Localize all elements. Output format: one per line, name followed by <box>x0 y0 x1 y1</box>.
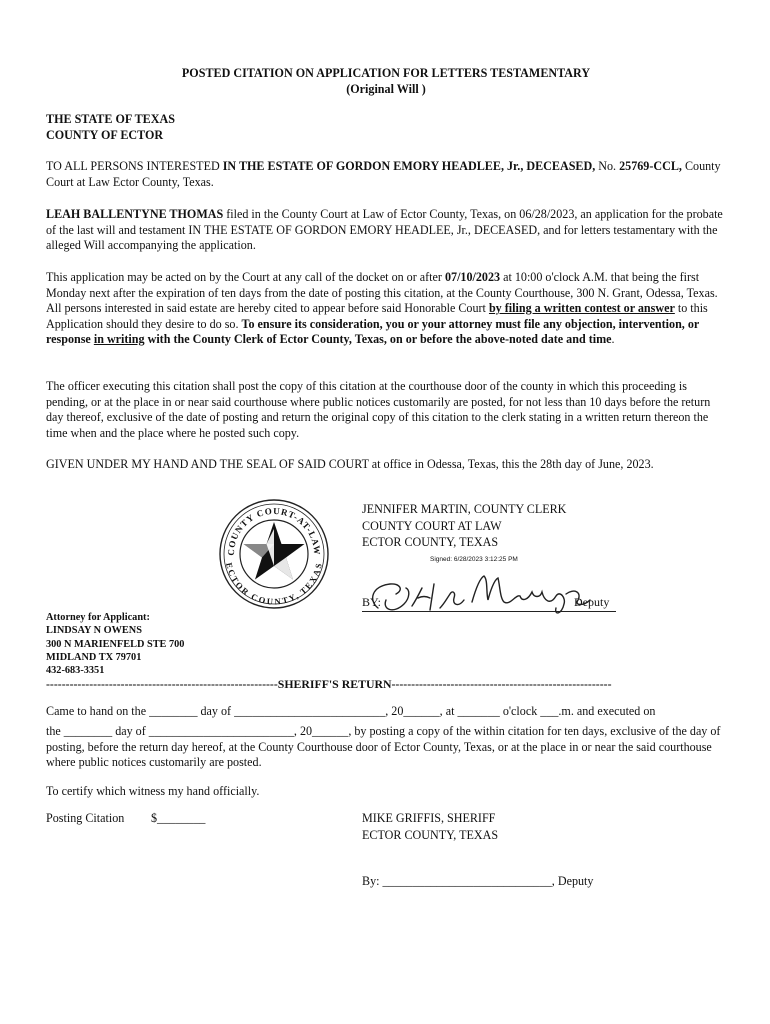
title-line-1: POSTED CITATION ON APPLICATION FOR LETTERS TESTAMENTARY <box>181 66 591 80</box>
attorney-address-2: MIDLAND TX 79701 <box>46 651 142 663</box>
sheriff-block <box>362 810 498 843</box>
intro-paragraph <box>46 159 726 190</box>
document-title <box>46 66 726 97</box>
applicant-text: filed in the County Court at Law of Ector County, Texas, on 06/28/2023, an application for the probate of the last will and testament IN THE ESTATE OF GORDON EMORY HEADLEE, Jr., DECEASED, and for letters testamentary with the alleged Will accompanying the application. <box>46 207 723 253</box>
venue-block <box>46 112 726 143</box>
intro-estate: IN THE ESTATE OF GORDON EMORY HEADLEE, Jr., DECEASED, <box>222 159 596 173</box>
clerk-block <box>362 501 566 551</box>
hearing-text-3: to this Application should they desire to do so. <box>46 301 708 331</box>
applicant-paragraph <box>46 207 726 254</box>
deputy-label: Deputy <box>574 595 610 609</box>
intro-tail: County Court at Law Ector County, Texas. <box>46 159 721 189</box>
clerk-county: ECTOR COUNTY, TEXAS <box>362 535 499 549</box>
hearing-date: 07/10/2023 <box>444 270 501 284</box>
clerk-name: JENNIFER MARTIN, COUNTY CLERK <box>362 502 567 516</box>
applicant-name: LEAH BALLENTYNE THOMAS <box>46 207 224 221</box>
attorney-name: LINDSAY N OWENS <box>46 625 142 637</box>
hearing-in-writing: in writing <box>93 332 145 347</box>
officer-paragraph: The officer executing this citation shall post the copy of this citation at the courthouse door of the county in which this proceeding is pending, or at the place in or near said courthouse where public notices customarily are posted, for not less than 10 days before the return day thereof, exclusive of the date of posting and return the original copy of this citation to the clerk stating in a written return thereon the time when and the place where he posted such copy. <box>46 379 711 440</box>
clerk-court: COUNTY COURT AT LAW <box>362 518 502 533</box>
hearing-bold-2: with the County Clerk of Ector County, Texas, on or before the above-noted date and time <box>144 332 612 347</box>
hearing-filing-emphasis: by filing a written contest or answer <box>488 301 675 316</box>
sheriff-return-divider: -----------------------------------------------------------SHERIFF'S RETURN-------------------------------------------------------- <box>46 677 612 691</box>
attorney-block <box>46 611 184 677</box>
handwritten-signature <box>360 570 600 622</box>
sheriff-deputy-signature-line: By: ____________________________, Deputy <box>362 874 594 888</box>
attorney-label: Attorney for Applicant: <box>46 612 150 623</box>
court-seal <box>218 498 330 610</box>
venue-county: COUNTY OF ECTOR <box>46 127 164 142</box>
posting-citation-fee: $________ <box>151 811 206 825</box>
signed-timestamp: Signed: 6/28/2023 3:12:25 PM <box>430 556 518 563</box>
executed-paragraph: the ________ day of ________________________, 20______, by posting a copy of the within citation for ten days, exclusive of the day of posting, before the return day hereof, at the County Courthouse door of Ector County, Texas, or at the place in or near the said courthouse where public notices customarily are posted. <box>46 724 721 770</box>
title-line-2: (Original Will ) <box>346 81 426 96</box>
attorney-address-1: 300 N MARIENFELD STE 700 <box>46 638 185 650</box>
sheriff-county: ECTOR COUNTY, TEXAS <box>362 827 499 842</box>
certify-line: To certify which witness my hand officially. <box>46 784 260 798</box>
seal-bottom-text: ECTOR COUNTY, TEXAS <box>224 561 324 607</box>
hearing-text-2: at 10:00 o'clock A.M. that being the first Monday next after the expiration of ten days from the date of posting this citation, at the County Courthouse, 300 N. Grant, Odessa, Texas. All persons interested in said estate are hereby cited to appear before said Honorable Court <box>46 270 718 316</box>
hearing-bold-1: To ensure its consideration, you or your attorney must file any objection, intervention, or response <box>46 316 700 347</box>
given-paragraph: GIVEN UNDER MY HAND AND THE SEAL OF SAID COURT at office in Odessa, Texas, this the 28th day of June, 2023. <box>46 457 654 471</box>
venue-state: THE STATE OF TEXAS <box>46 112 175 126</box>
intro-case-number: 25769-CCL, <box>619 159 682 173</box>
sheriff-name: MIKE GRIFFIS, SHERIFF <box>362 811 496 825</box>
came-to-hand-line: Came to hand on the ________ day of _________________________, 20______, at _______ o'clock ___.m. and executed on <box>46 704 656 718</box>
intro-no-label: No. <box>595 159 620 173</box>
seal-top-text: COUNTY COURT-AT-LAW <box>225 505 323 556</box>
intro-lead: TO ALL PERSONS INTERESTED <box>46 159 223 173</box>
by-label: BY: <box>362 595 381 609</box>
hearing-text-1: This application may be acted on by the Court at any call of the docket on or after <box>46 270 445 284</box>
hearing-end: . <box>611 332 615 347</box>
hearing-paragraph <box>46 270 726 348</box>
attorney-phone: 432-683-3351 <box>46 665 105 677</box>
posting-citation-label: Posting Citation <box>46 811 125 825</box>
